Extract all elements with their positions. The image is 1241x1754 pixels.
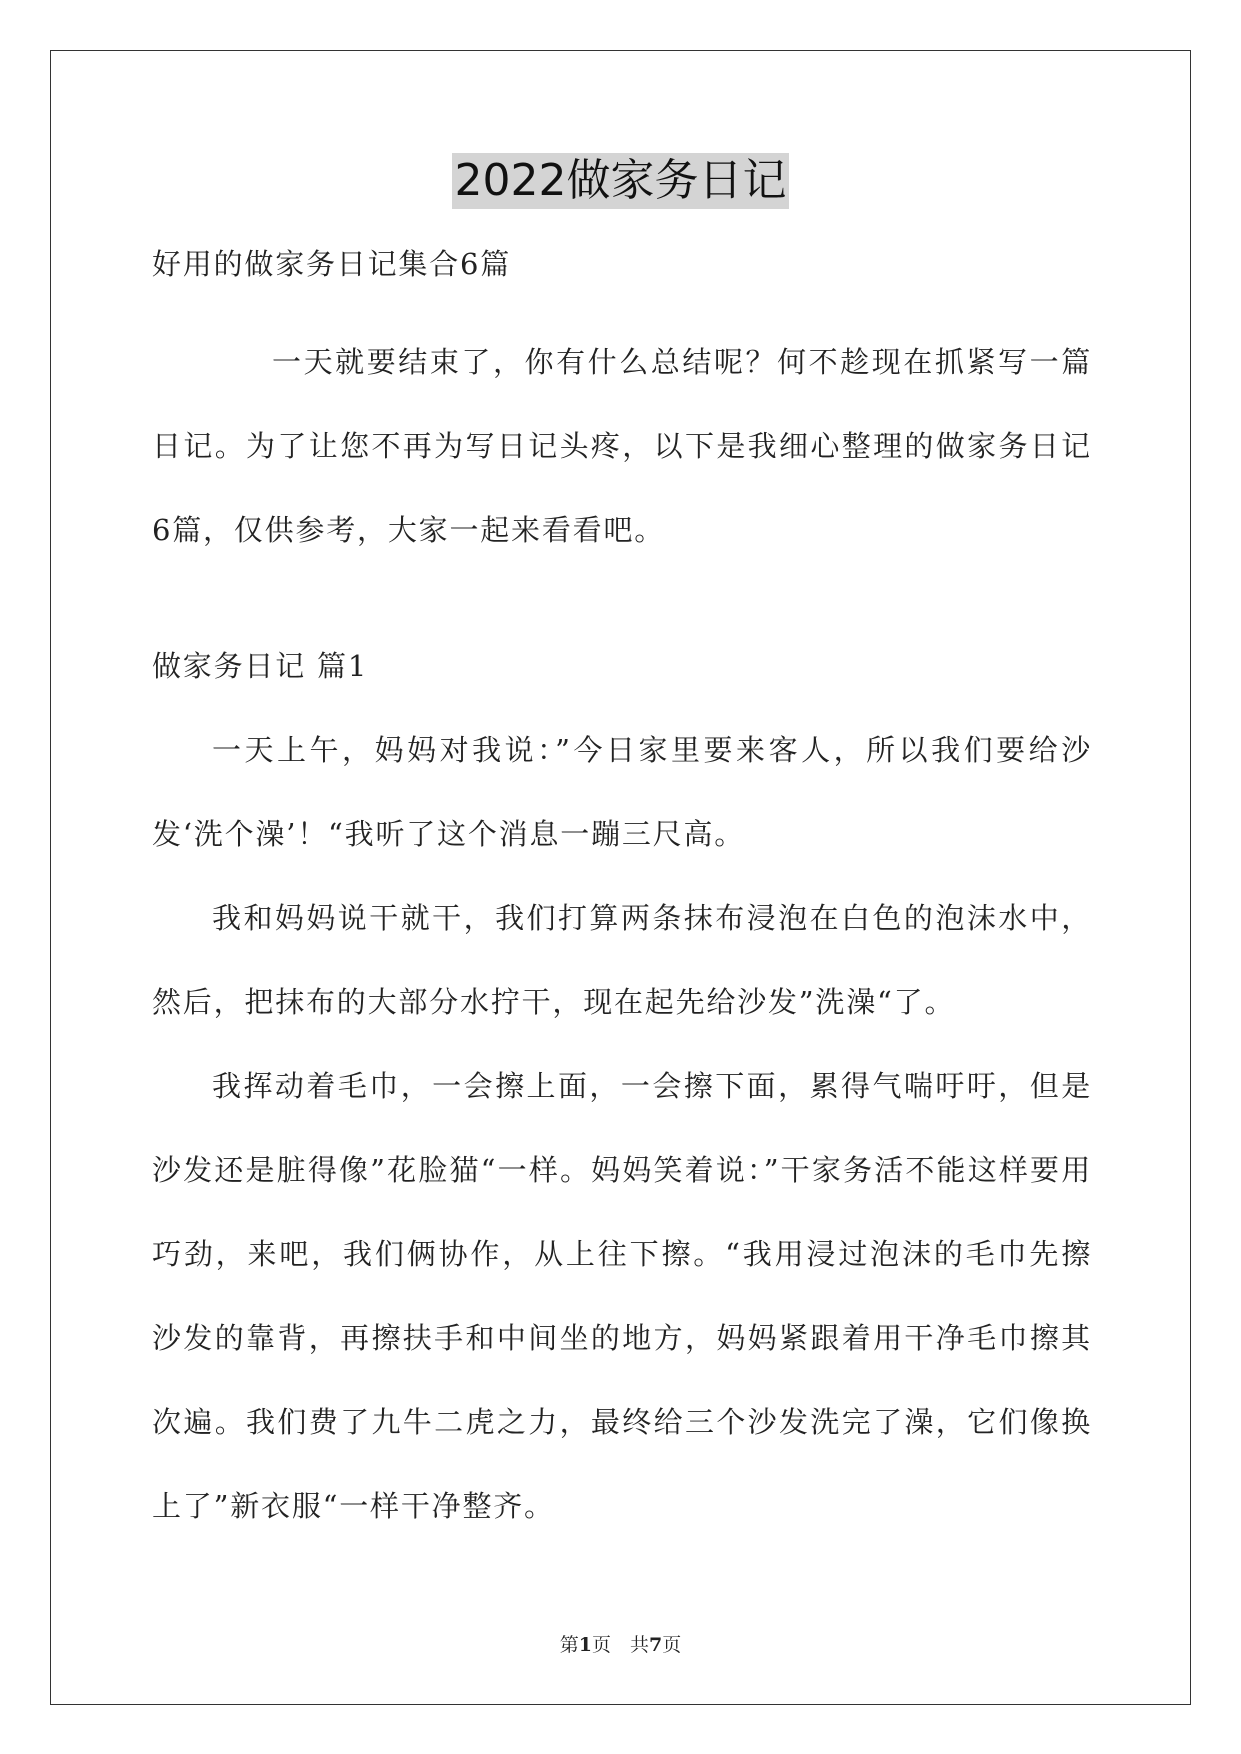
intro-paragraph: 一天就要结束了，你有什么总结呢？何不趁现在抓紧写一篇日记。为了让您不再为写日记头疼，以下是我细心整理的做家务日记6篇，仅供参考，大家一起来看看吧。 [152,345,1092,547]
page-number-mid: 页 共 [591,1634,649,1656]
page-number-suffix: 页 [662,1634,682,1656]
title-container [0,153,1241,209]
page-number-prefix: 第 [559,1634,579,1656]
document-subtitle: 好用的做家务日记集合6篇 [152,247,512,281]
document-title: 2022做家务日记 [452,153,790,209]
body-paragraph: 一天上午，妈妈对我说：”今日家里要来客人，所以我们要给沙发‘洗个澡’！“我听了这个消息一蹦三尺高。 [152,733,1092,851]
page-footer [0,1630,1241,1657]
current-page-number: 1 [578,1634,592,1656]
document-body [152,236,1092,1548]
total-page-number: 7 [649,1634,663,1656]
body-paragraph: 我挥动着毛巾，一会擦上面，一会擦下面，累得气喘吁吁，但是沙发还是脏得像”花脸猫“一样。妈妈笑着说：”干家务活不能这样要用巧劲，来吧，我们俩协作，从上往下擦。“我用浸过泡沫的毛巾先擦沙发的靠背，再擦扶手和中间坐的地方，妈妈紧跟着用干净毛巾擦其次遍。我们费了九牛二虎之力，最终给三个沙发洗完了澡，它们像换上了”新衣服“一样干净整齐。 [152,1069,1092,1523]
section-heading: 做家务日记 篇1 [152,649,369,683]
body-paragraph: 我和妈妈说干就干，我们打算两条抹布浸泡在白色的泡沫水中，然后，把抹布的大部分水拧干，现在起先给沙发”洗澡“了。 [152,901,1092,1019]
